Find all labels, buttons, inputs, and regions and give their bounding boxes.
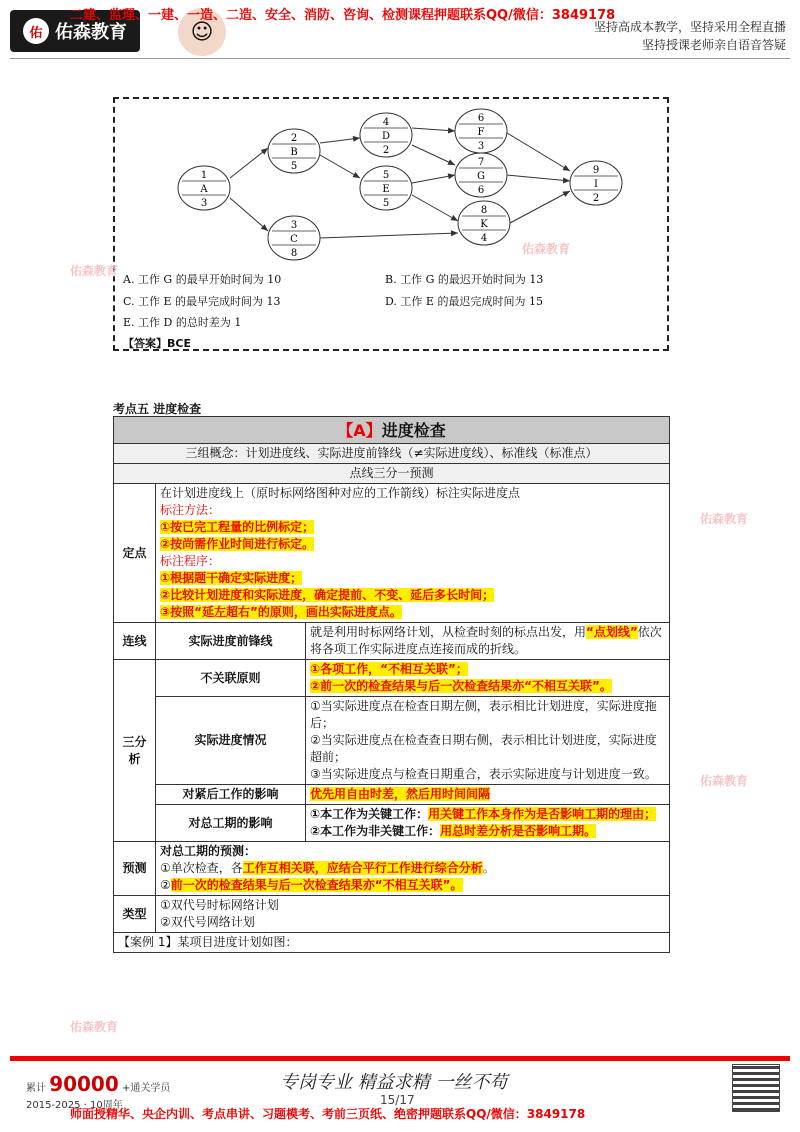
network-node — [458, 201, 510, 245]
yuce-content — [156, 842, 670, 896]
subheader-row: 点线三分一预测 — [114, 464, 670, 484]
network-node — [268, 129, 320, 173]
question-box — [113, 97, 669, 351]
yuce-line: 。 — [482, 861, 495, 875]
network-node — [455, 109, 507, 153]
lianxian-content — [306, 623, 670, 660]
analysis-line: 用关键工作本身作为是否影响工期的理由； — [428, 807, 657, 821]
node-label-mid: E — [382, 184, 390, 195]
node-label-bot: 5 — [382, 198, 390, 209]
section-title: 考点五 进度检查 — [113, 402, 202, 416]
dingdian-line: ①根据题干确定实际进度； — [160, 571, 303, 585]
node-label-mid: D — [381, 131, 391, 142]
yuce-line: ② — [160, 878, 171, 892]
logo-text: 佑森教育 — [55, 22, 127, 43]
node-label-mid: A — [200, 184, 208, 195]
node-label-top: 1 — [200, 170, 208, 181]
node-label-mid: K — [480, 219, 488, 230]
case-row: 【案例 1】某项目进度计划如图： — [114, 933, 670, 953]
bu-guanlian-sub: 不关联原则 — [156, 660, 306, 697]
node-label-bot: 2 — [382, 145, 390, 156]
title-marker: 【A】 — [337, 420, 382, 440]
header-contact-line: 二建、监理、一建、一造、二造、安全、消防、咨询、检测课程押题联系QQ/微信：3849178 — [70, 8, 616, 23]
dingdian-line: ②比较计划进度和实际进度，确定提前、不变、延后多长时间； — [160, 588, 495, 602]
footer-years: 2015-2025 · 10周年 — [26, 1100, 123, 1111]
lianxian-sub: 实际进度前锋线 — [156, 623, 306, 660]
node-label-bot: 5 — [290, 161, 298, 172]
node-label-bot: 6 — [477, 185, 485, 196]
watermark: 佑森教育 — [700, 774, 749, 788]
option-b: B. 工作 G 的最迟开始时间为 13 — [385, 273, 544, 286]
table-title — [114, 417, 670, 444]
dingdian-line: 标注方法： — [160, 503, 221, 517]
watermark: 佑森教育 — [70, 1020, 119, 1034]
header-slogan-2: 坚持授课老师亲自语音答疑 — [641, 38, 786, 52]
lianxian-label: 连线 — [114, 623, 156, 660]
analysis-line: 用总时差分析是否影响工期。 — [440, 824, 597, 838]
network-node — [455, 153, 507, 197]
node-label-mid: B — [290, 147, 298, 158]
node-label-top: 8 — [480, 205, 488, 216]
node-label-top: 2 — [290, 133, 298, 144]
qr-code-icon — [732, 1064, 780, 1112]
network-node — [360, 166, 412, 210]
node-label-mid: F — [477, 127, 485, 138]
footer-slogan: 专岗专业 精益求精 一丝不苟 — [280, 1072, 508, 1093]
node-label-mid: G — [477, 171, 485, 182]
network-node — [268, 216, 320, 260]
bu-guanlian-content — [306, 660, 670, 697]
analysis-line: ②本工作为非关键工作： — [310, 824, 441, 838]
header-slogan-1: 坚持高成本教学，坚持采用全程直播 — [593, 20, 786, 34]
title-text: 进度检查 — [381, 420, 446, 440]
footer-contact-line: 师面授精华、央企内训、考点串讲、习题模考、考前三页纸、绝密押题联系QQ/微信：3849178 — [70, 1107, 586, 1121]
concepts-row: 三组概念：计划进度线、实际进度前锋线（≠实际进度线）、标准线（标准点） — [114, 444, 670, 464]
node-label-bot: 8 — [290, 248, 298, 259]
node-label-mid: I — [594, 179, 598, 190]
watermark: 佑森教育 — [70, 264, 119, 278]
option-c: C. 工作 E 的最早完成时间为 13 — [123, 295, 281, 308]
network-node — [178, 166, 230, 210]
mascot-icon: ☺ — [178, 8, 226, 56]
shiji-jindu-content — [306, 697, 670, 785]
progress-check-table — [113, 416, 670, 953]
leixing-line: ①双代号时标网络计划 — [160, 898, 279, 912]
yuce-line: 前一次的检查结果与后一次检查结果亦“不相互关联”。 — [170, 878, 463, 892]
node-label-top: 5 — [382, 170, 390, 181]
analysis-line: ①各项工作，“不相互关联”； — [310, 662, 468, 676]
count-label: 累计 — [26, 1083, 46, 1094]
network-nodes — [178, 109, 622, 260]
footer-divider — [10, 1056, 790, 1061]
node-label-top: 4 — [382, 117, 390, 128]
node-label-top: 3 — [290, 220, 298, 231]
count-suffix: +通关学员 — [121, 1083, 171, 1094]
option-a: A. 工作 G 的最早开始时间为 10 — [123, 273, 282, 286]
lianxian-text: 依次将各项工作实际进度点连接而成的折线。 — [310, 625, 662, 656]
logo-seal-icon: 佑 — [23, 18, 49, 44]
zonggongqi-sub: 对总工期的影响 — [156, 805, 306, 842]
network-node — [360, 113, 412, 157]
option-d: D. 工作 E 的最迟完成时间为 15 — [385, 295, 543, 308]
node-label-bot: 3 — [200, 198, 208, 209]
dingdian-content — [156, 484, 670, 623]
leixing-content — [156, 896, 670, 933]
leixing-line: ②双代号网络计划 — [160, 915, 255, 929]
lianxian-text: 就是利用时标网络计划，从检查时刻的标点出发，用 — [310, 625, 587, 639]
page-number: 15/17 — [380, 1093, 415, 1107]
page-header — [0, 0, 800, 62]
yuce-line: 工作互相关联，应结合平行工作进行综合分析 — [242, 861, 483, 875]
node-label-top: 9 — [592, 165, 600, 176]
node-label-top: 7 — [477, 157, 485, 168]
header-divider — [10, 58, 790, 59]
yuce-line: ①单次检查，各 — [160, 861, 243, 875]
analysis-line: ①本工作为关键工作： — [310, 807, 429, 821]
watermark: 佑森教育 — [700, 512, 749, 526]
analysis-line: ③当实际进度点与检查日期重合，表示实际进度与计划进度一致。 — [310, 767, 657, 781]
jinhou-sub: 对紧后工作的影响 — [156, 785, 306, 805]
network-diagram — [123, 103, 663, 261]
sanfenxi-label-1: 三分 — [122, 734, 147, 749]
analysis-line: ①当实际进度点在检查日期左侧，表示相比计划进度，实际进度拖后； — [310, 699, 657, 730]
dingdian-line: 在计划进度线上（原时标网络图种对应的工作箭线）标注实际进度点 — [160, 486, 521, 500]
analysis-line: 优先用自由时差，然后用时间间隔 — [310, 787, 491, 801]
yuce-line: 对总工期的预测： — [160, 844, 257, 858]
leixing-label: 类型 — [114, 896, 156, 933]
node-label-bot: 2 — [592, 193, 600, 204]
node-label-top: 6 — [477, 113, 485, 124]
jinhou-content — [306, 785, 670, 805]
count-value: 90000 — [49, 1072, 119, 1096]
answer-text: 【答案】BCE — [123, 337, 191, 350]
analysis-line: ②当实际进度点在检查查日期右侧，表示相比计划进度，实际进度超前； — [310, 733, 657, 764]
node-label-bot: 4 — [480, 233, 488, 244]
watermark: 佑森教育 — [522, 242, 571, 256]
dingdian-line: ③按照“延左超右”的原则，画出实际进度点。 — [160, 605, 402, 619]
dingdian-line: 标注程序： — [160, 554, 221, 568]
lianxian-highlight: “点划线” — [586, 625, 638, 639]
network-node — [570, 161, 622, 205]
shiji-jindu-sub: 实际进度情况 — [156, 697, 306, 785]
option-e: E. 工作 D 的总时差为 1 — [123, 316, 242, 329]
sanfenxi-label — [114, 660, 156, 842]
dingdian-line: ②按尚需作业时间进行标定。 — [160, 537, 315, 551]
node-label-bot: 3 — [477, 141, 485, 152]
analysis-line: ②前一次的检查结果与后一次检查结果亦“不相互关联”。 — [310, 679, 612, 693]
sanfenxi-label-2: 析 — [128, 751, 141, 766]
dingdian-label: 定点 — [114, 484, 156, 623]
node-label-mid: C — [290, 234, 298, 245]
yuce-label: 预测 — [114, 842, 156, 896]
zonggongqi-content — [306, 805, 670, 842]
dingdian-line: ①按已完工程量的比例标定； — [160, 520, 315, 534]
